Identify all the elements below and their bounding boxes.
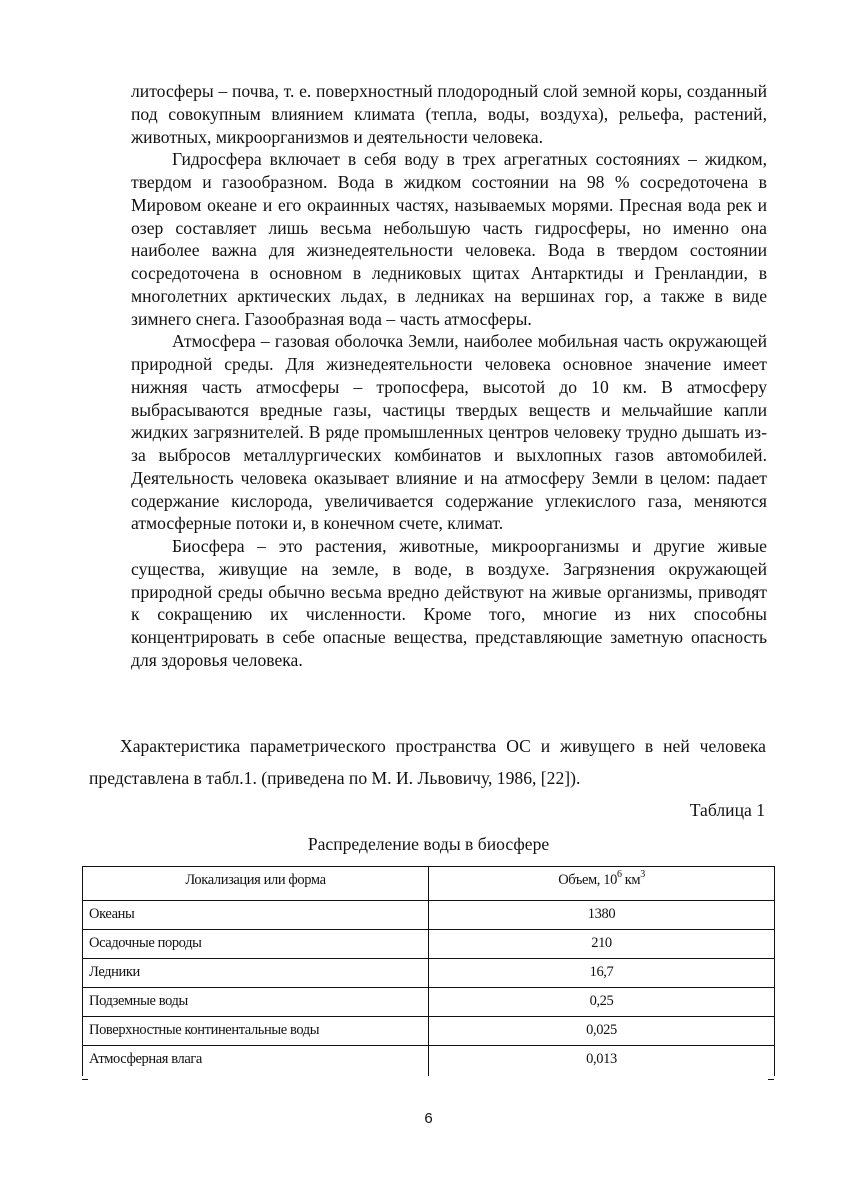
table-row: [83, 988, 775, 1017]
header-volume-unit-exponent: 3: [640, 869, 645, 880]
table-row: [83, 959, 775, 988]
paragraph-atmosphere: Атмосфера – газовая оболочка Земли, наиболее мобильная часть окружающей природной среды. Для жизнедеятельности человека основное значение имеет нижняя часть атмосферы – тропосфера, высотой до 10 км. В атмосферу выбрасываются вредные газы, частицы твердых веществ и мельчайшие капли жидких загрязнителей. В ряде промышленных центров человеку трудно дышать из-за выбросов металлургических комбинатов и выхлопных газов автомобилей. Деятельность человека оказывает влияние и на атмосферу Земли в целом: падает содержание кислорода, увеличивается содержание углекислого газа, меняются атмосферные потоки и, в конечном счете, климат.: [131, 331, 767, 534]
paragraph-table-intro: Характеристика параметрического пространства ОС и живущего в ней человека представлена в табл.1. (приведена по М. И. Львовичу, 1986, [22]).: [89, 736, 766, 788]
water-distribution-table: [82, 866, 774, 1076]
intro-section: [89, 730, 766, 794]
header-volume-base: Объем, 10: [558, 872, 617, 888]
row-name: Атмосферная влага: [83, 1046, 429, 1076]
table-row: [83, 901, 775, 930]
row-value: 16,7: [429, 959, 775, 988]
row-value: 210: [429, 930, 775, 959]
row-value: 0,25: [429, 988, 775, 1017]
row-name: Океаны: [83, 901, 429, 930]
row-name: Поверхностные континентальные воды: [83, 1017, 429, 1046]
table-corner-mark-left: [82, 1079, 88, 1080]
table-row: [83, 1017, 775, 1046]
body-text-section: [131, 80, 767, 672]
header-volume: [429, 867, 775, 901]
table-row: [83, 930, 775, 959]
table-corner-mark-right: [768, 1079, 774, 1080]
table-header-row: [83, 867, 775, 901]
table-label: Таблица 1: [689, 800, 765, 820]
table-title: Распределение воды в биосфере: [307, 834, 550, 854]
row-value: 0,013: [429, 1046, 775, 1076]
header-volume-exponent: 6: [616, 869, 622, 880]
table-row: [83, 1046, 775, 1076]
row-name: Ледники: [83, 959, 429, 988]
paragraph-hydrosphere: Гидросфера включает в себя воду в трех агрегатных состояниях – жидком, твердом и газообразном. Вода в жидком состоянии на 98 % сосредоточена в Мировом океане и его окраинных частях, называемых морями. Пресная вода рек и озер составляет лишь весьма небольшую часть гидросферы, но именно она наиболее важна для жизнедеятельности человека. Вода в твердом состоянии сосредоточена в основном в ледниковых щитах Антарктиды и Гренландии, в многолетних арктических льдах, в ледниках на вершинах гор, а также в виде зимнего снега. Газообразная вода – часть атмосферы.: [131, 149, 767, 329]
page-number: 6: [424, 1110, 433, 1127]
header-location: Локализация или форма: [83, 867, 429, 901]
paragraph-lithosphere-continuation: литосферы – почва, т. е. поверхностный плодородный слой земной коры, созданный под совокупным влиянием климата (тепла, воды, воздуха), рельефа, растений, животных, микроорганизмов и деятельности человека.: [131, 81, 767, 147]
paragraph-biosphere: Биосфера – это растения, животные, микроорганизмы и другие живые существа, живущие на земле, в воде, в воздухе. Загрязнения окружающей природной среды обычно весьма вредно действуют на живые организмы, приводят к сокращению их численности. Кроме того, многие из них способны концентрировать в себе опасные вещества, представляющие заметную опасность для здоровья человека.: [131, 536, 767, 670]
row-value: 1380: [429, 901, 775, 930]
row-name: Подземные воды: [83, 988, 429, 1017]
row-value: 0,025: [429, 1017, 775, 1046]
row-name: Осадочные породы: [83, 930, 429, 959]
header-volume-unit: км: [621, 872, 641, 888]
